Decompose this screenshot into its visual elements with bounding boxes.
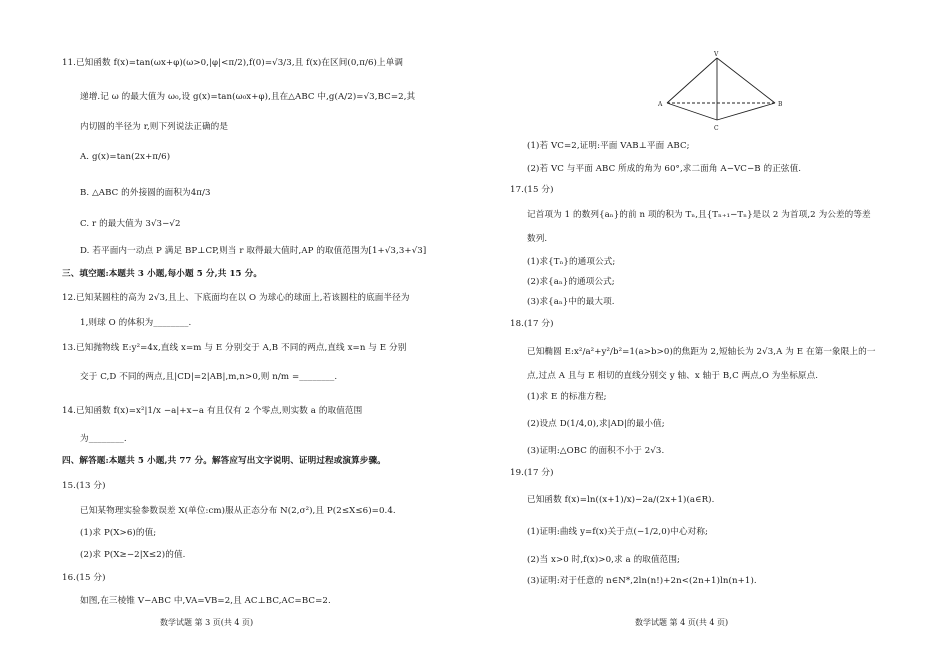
right_page-line: 数列. bbox=[527, 234, 548, 244]
figure-label-a: A bbox=[658, 101, 663, 108]
right_page-line: 19.(17 分) bbox=[510, 468, 554, 478]
left_page-line: 16.(15 分) bbox=[62, 573, 106, 583]
right-page-footer: 数学试题 第 4 页(共 4 页) bbox=[635, 618, 729, 627]
left_page-line: 15.(13 分) bbox=[62, 481, 106, 491]
right_page-line: (3)证明:对于任意的 n∈N*,2ln(n!)+2n<(2n+1)ln(n+1). bbox=[527, 576, 757, 586]
left_page-line: 12.已知某圆柱的高为 2√3,且上、下底面均在以 O 为球心的球面上,若该圆柱的底面半径为 bbox=[62, 293, 410, 303]
right_page-line: 已知函数 f(x)=ln((x+1)/x)−2a/(2x+1)(a∈R). bbox=[527, 495, 715, 505]
right_page-line: (2)当 x>0 时,f(x)>0,求 a 的取值范围; bbox=[527, 555, 681, 565]
right_page-line: (2)求{aₙ}的通项公式; bbox=[527, 277, 615, 287]
left_page-line: 递增.记 ω 的最大值为 ω₀,设 g(x)=tan(ω₀x+φ),且在△ABC 中,g(A/2)=√3,BC=2,其 bbox=[80, 92, 416, 102]
figure-label-b: B bbox=[778, 101, 783, 108]
right_page-line: 记首项为 1 的数列{aₙ}的前 n 项的积为 Tₙ,且{Tₙ₊₁−Tₙ}是以 2 为首项,2 为公差的等差 bbox=[527, 210, 871, 220]
left_page-line: (2)求 P(X≥−2|X≤2)的值. bbox=[80, 550, 186, 560]
right_page-line: 点,过点 A 且与 E 相切的直线分别交 y 轴、x 轴于 B,C 两点,O 为坐标原点. bbox=[527, 371, 819, 381]
left_page-line: 14.已知函数 f(x)=x²|1/x −a|+x−a 有且仅有 2 个零点,则实数 a 的取值范围 bbox=[62, 406, 363, 416]
left_page-line: 11.已知函数 f(x)=tan(ωx+φ)(ω>0,|φ|<π/2),f(0)=√3/3,且 f(x)在区间(0,π/6)上单调 bbox=[62, 58, 404, 68]
right_page-line: 18.(17 分) bbox=[510, 319, 554, 329]
left_page-line: 如图,在三棱锥 V−ABC 中,VA=VB=2,且 AC⊥BC,AC=BC=2. bbox=[80, 596, 331, 606]
left_page-line: 已知某物理实验参数误差 X(单位:cm)服从正态分布 N(2,σ²),且 P(2≤X≤6)=0.4. bbox=[80, 506, 396, 516]
left_page-line: C. r 的最大值为 3√3−√2 bbox=[80, 219, 181, 229]
left-page-footer: 数学试题 第 3 页(共 4 页) bbox=[160, 618, 254, 627]
left_page-line: B. △ABC 的外接圆的面积为4π/3 bbox=[80, 188, 211, 198]
right_page-line: (3)证明:△OBC 的面积不小于 2√3. bbox=[527, 446, 665, 456]
right_page-line: (1)求 E 的标准方程; bbox=[527, 392, 607, 402]
figure-label-c: C bbox=[714, 125, 719, 132]
tetrahedron-figure bbox=[655, 48, 785, 138]
right_page-line: (3)求{aₙ}中的最大项. bbox=[527, 297, 615, 307]
left_page-line: 为________. bbox=[80, 434, 127, 444]
left_page-line: 13.已知抛物线 E:y²=4x,直线 x=m 与 E 分别交于 A,B 不同的两点,直线 x=n 与 E 分别 bbox=[62, 343, 407, 353]
left_page-line: 三、填空题:本题共 3 小题,每小题 5 分,共 15 分。 bbox=[62, 269, 263, 279]
right_page-line: (1)求{Tₙ}的通项公式; bbox=[527, 257, 616, 267]
figure-label-v: V bbox=[714, 51, 719, 58]
right_page-line: (1)证明:曲线 y=f(x)关于点(−1/2,0)中心对称; bbox=[527, 527, 709, 537]
left_page-line: 内切圆的半径为 r,则下列说法正确的是 bbox=[80, 122, 229, 132]
left_page-line: 1,则球 O 的体积为________. bbox=[80, 318, 192, 328]
left_page-line: (1)求 P(X>6)的值; bbox=[80, 528, 157, 538]
right-page bbox=[475, 0, 950, 672]
left_page-line: 四、解答题:本题共 5 小题,共 77 分。解答应写出文字说明、证明过程或演算步骤。 bbox=[62, 456, 386, 466]
left_page-line: D. 若平面内一动点 P 满足 BP⊥CP,则当 r 取得最大值时,AP 的取值范围为[1+√3,3+√3] bbox=[80, 246, 427, 256]
left_page-line: 交于 C,D 不同的两点,且|CD|=2|AB|,m,n>0,则 n/m =________. bbox=[80, 372, 338, 382]
right_page-line: (2)设点 D(1/4,0),求|AD|的最小值; bbox=[527, 419, 665, 429]
right_page-line: (1)若 VC=2,证明:平面 VAB⊥平面 ABC; bbox=[527, 141, 690, 151]
left_page-line: A. g(x)=tan(2x+π/6) bbox=[80, 152, 171, 162]
right_page-line: 已知椭圆 E:x²/a²+y²/b²=1(a>b>0)的焦距为 2,短轴长为 2√3,A 为 E 在第一象限上的一 bbox=[527, 347, 876, 357]
right_page-line: 17.(15 分) bbox=[510, 185, 554, 195]
right_page-line: (2)若 VC 与平面 ABC 所成的角为 60°,求二面角 A−VC−B 的正弦值. bbox=[527, 164, 802, 174]
